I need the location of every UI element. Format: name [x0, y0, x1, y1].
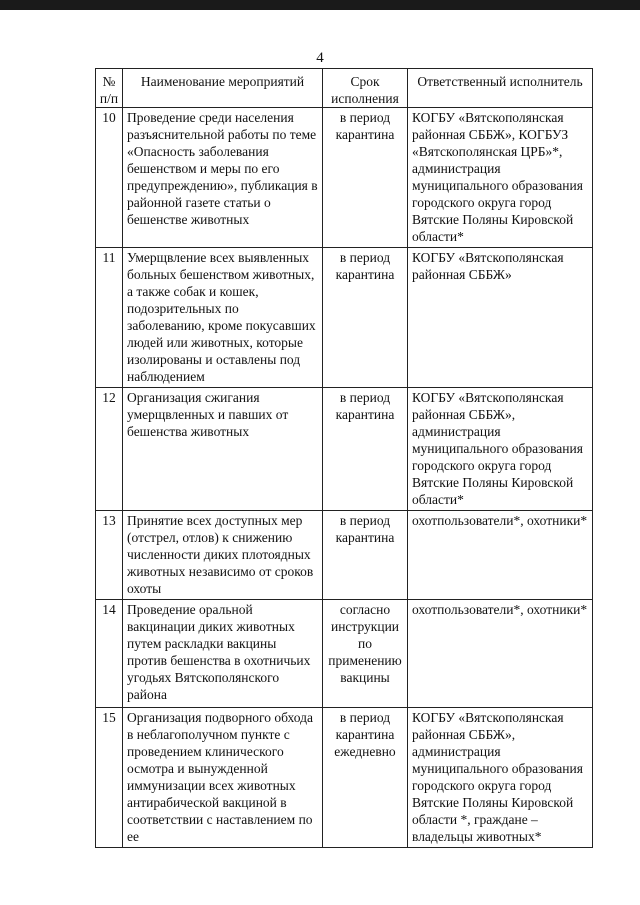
row-num: 11 [96, 248, 123, 388]
row-responsible: КОГБУ «Вятскополянская районная СББЖ», администрация муниципального образования городского округа город Вятские Поляны Кировской области *, граждане – владельцы животных* [408, 708, 593, 848]
row-responsible: КОГБУ «Вятскополянская районная СББЖ», администрация муниципального образования городского округа город Вятские Поляны Кировской области* [408, 388, 593, 511]
row-responsible: охотпользователи*, охотники* [408, 600, 593, 708]
header-num: № п/п [96, 69, 123, 108]
header-responsible: Ответственный исполнитель [408, 69, 593, 108]
row-action: Принятие всех доступных мер (отстрел, отлов) к снижению численности диких плотоядных животных независимо от сроков охоты [123, 511, 323, 600]
row-action: Организация подворного обхода в неблагополучном пункте с проведением клинического осмотра и вынужденной иммунизации всех животных антирабической вакциной в соответствии с наставлением по ее [123, 708, 323, 848]
row-action: Проведение оральной вакцинации диких животных путем раскладки вакцины против бешенства в охотничьих угодьях Вятскополянского района [123, 600, 323, 708]
table-row [96, 248, 593, 388]
header-action: Наименование мероприятий [123, 69, 323, 108]
top-scan-border [0, 0, 640, 10]
page-number: 4 [316, 50, 324, 66]
measures-table [95, 68, 593, 848]
table-header-row [96, 69, 593, 108]
row-responsible: КОГБУ «Вятскополянская районная СББЖ», КОГБУЗ «Вятскополянская ЦРБ»*, администрация муниципального образования городского округа город Вятские Поляны Кировской области* [408, 108, 593, 248]
row-action: Проведение среди населения разъяснительной работы по теме «Опасность заболевания бешенством и меры по его предупреждению», публикация в районной газете статьи о бешенстве животных [123, 108, 323, 248]
row-num: 13 [96, 511, 123, 600]
row-term: в период карантина ежедневно [323, 708, 408, 848]
table-row [96, 600, 593, 708]
row-num: 15 [96, 708, 123, 848]
table-row [96, 708, 593, 848]
row-term: в период карантина [323, 108, 408, 248]
row-responsible: КОГБУ «Вятскополянская районная СББЖ» [408, 248, 593, 388]
row-term: в период карантина [323, 511, 408, 600]
row-term: в период карантина [323, 388, 408, 511]
header-term: Срок исполнения [323, 69, 408, 108]
row-action: Организация сжигания умерщвленных и павших от бешенства животных [123, 388, 323, 511]
table-row [96, 511, 593, 600]
row-term: в период карантина [323, 248, 408, 388]
row-term: согласно инструкции по применению вакцины [323, 600, 408, 708]
row-num: 14 [96, 600, 123, 708]
table-row [96, 108, 593, 248]
table-row [96, 388, 593, 511]
row-action: Умерщвление всех выявленных больных бешенством животных, а также собак и кошек, подозрительных по заболеванию, кроме покусавших людей или животных, которые изолированы и оставлены под наблюдением [123, 248, 323, 388]
row-num: 12 [96, 388, 123, 511]
row-responsible: охотпользователи*, охотники* [408, 511, 593, 600]
row-num: 10 [96, 108, 123, 248]
